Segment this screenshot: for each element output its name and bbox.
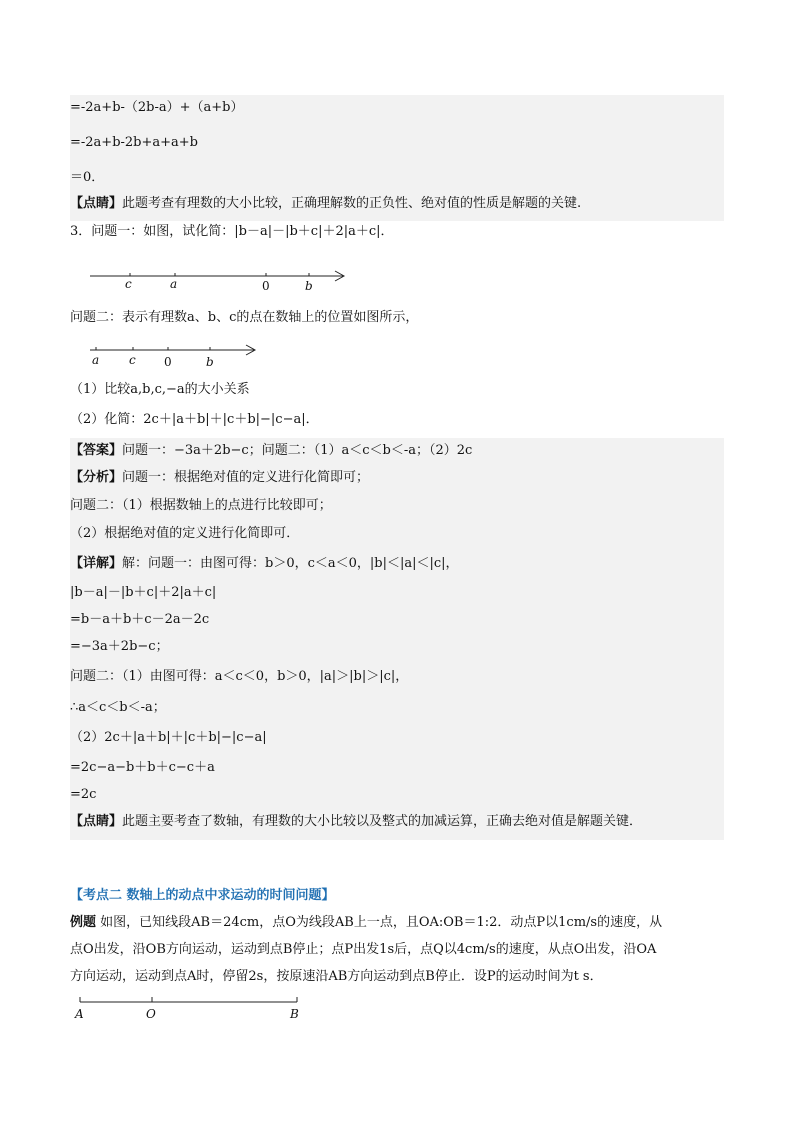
detail-step-2: =b－a＋b＋c－2a－2c [70,612,210,627]
analysis-tag: 【分析】 [70,470,123,485]
dianjing-1 [70,194,581,214]
analysis-line-3: （2）根据绝对值的定义进行化简即可． [70,526,300,541]
dianjing-tag-2: 【点睛】 [70,814,123,829]
example-text-1: 如图，已知线段AB＝24cm，点O为线段AB上一点，且OA:OB＝1:2．动点P以1cm/s的速度，从 [100,915,663,930]
answer-line [70,441,472,461]
dianjing-text-2: 此题主要考查了数轴，有理数的大小比较以及整式的加减运算，正确去绝对值是解题关键． [122,814,643,829]
analysis-text: 问题一：根据绝对值的定义进行化简即可； [122,470,370,485]
calc-line-3: ＝0． [70,170,105,185]
detail-step-1: |b－a|－|b＋c|＋2|a＋c| [70,585,217,600]
detail-step-4: 问题二：（1）由图可得：a＜c＜0，b＞0，|a|＞|b|＞|c|， [70,669,409,684]
axis2-label-0: 0 [164,355,172,369]
dianjing-text: 此题考查有理数的大小比较，正确理解数的正负性、绝对值的性质是解题的关键. [122,196,582,211]
analysis-line [70,468,369,488]
axis2-label-a: a [92,353,100,367]
detail-step-5: ∴a＜c＜b＜-a； [70,700,166,715]
example-line-3: 方向运动，运动到点A时，停留2s，按原速沿AB方向运动到点B停止．设P的运动时间为t s． [70,969,603,984]
detail-step-6: （2）2c＋|a＋b|＋|c＋b|−|c−a| [70,730,267,745]
analysis-line-2: 问题二：（1）根据数轴上的点进行比较即可； [70,498,332,513]
axis1-label-b: b [305,279,313,293]
axis1-label-c: c [125,277,132,291]
segment-ab-figure [72,996,312,1026]
detail-step-3: =−3a＋2b−c； [70,639,169,654]
dianjing-tag: 【点睛】 [70,196,123,211]
section-heading: 【考点二 数轴上的动点中求运动的时间问题】 [70,888,335,903]
answer-text: 问题一：−3a＋2b−c；问题二：（1）a＜c＜b＜-a；（2）2c [122,443,473,458]
axis2-label-b: b [206,355,214,369]
detail-step-7: =2c−a−b＋b＋c−c＋a [70,760,215,775]
axis1-label-a: a [170,277,178,291]
example-line-2: 点O出发，沿OB方向运动，运动到点B停止；点P出发1s后，点Q以4cm/s的速度，从点O出发，沿OA [70,942,657,957]
problem3-q2-2: （2）化简：2c＋|a＋b|＋|c＋b|−|c−a|． [70,412,319,427]
segment-label-o: O [146,1007,156,1021]
detail-line [70,554,459,574]
example-tag: 例题 [70,915,97,930]
problem3-q2-1: （1）比较a,b,c,−a的大小关系 [70,382,250,397]
problem3-q1: 3．问题一：如图，试化简：|b－a|－|b＋c|＋2|a＋c|． [70,224,394,239]
detail-text: 解：问题一：由图可得：b＞0，c＜a＜0，|b|＜|a|＜|c|， [122,556,459,571]
calc-line-2: =-2a+b-2b+a+a+b [70,135,199,150]
detail-tag: 【详解】 [70,556,123,571]
detail-step-8: =2c [70,787,97,802]
problem3-q2: 问题二：表示有理数a、b、c的点在数轴上的位置如图所示， [70,310,419,325]
axis2-label-c: c [129,353,136,367]
example-line-1 [70,913,662,933]
axis1-label-0: 0 [262,279,270,293]
answer-tag: 【答案】 [70,443,123,458]
number-line-1 [88,266,358,296]
dianjing-2 [70,812,642,832]
segment-label-a: A [75,1007,84,1021]
segment-label-b: B [290,1007,299,1021]
calc-line-1: =-2a+b-（2b-a）+（a+b） [70,100,244,115]
number-line-2 [88,342,268,372]
